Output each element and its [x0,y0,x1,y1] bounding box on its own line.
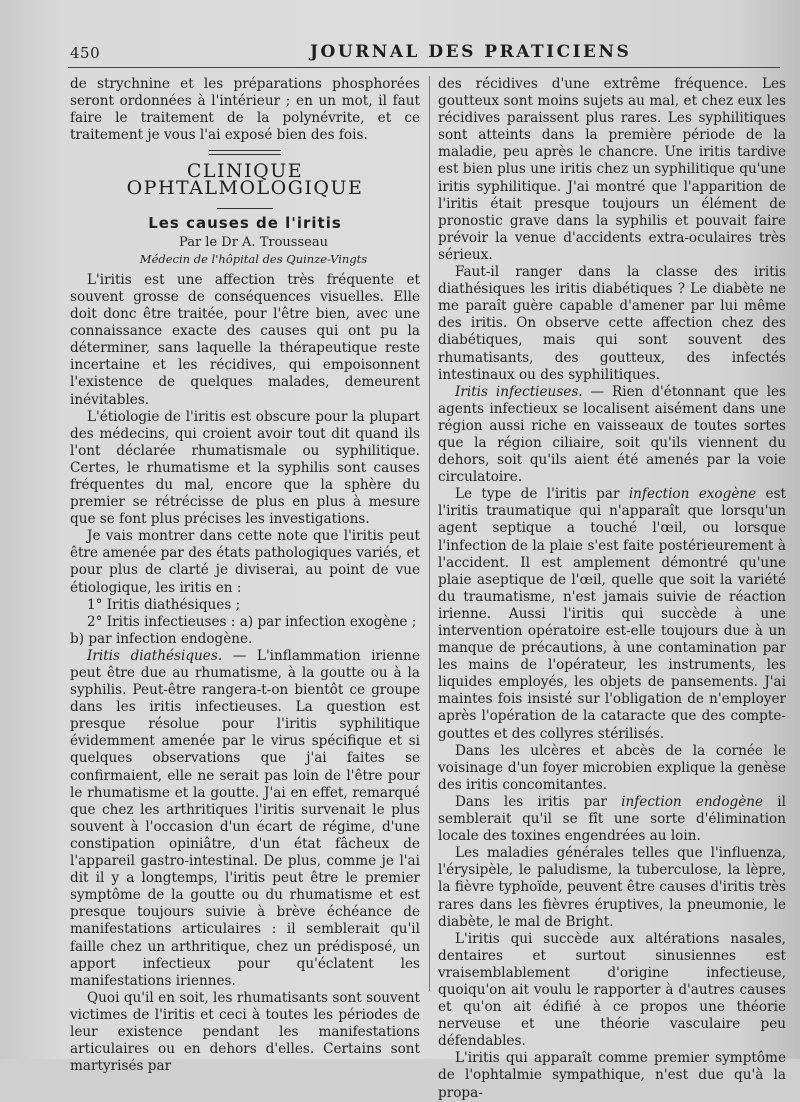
paragraph: Dans les ulcères et abcès de la cornée le voisinage d'un foyer microbien explique la genèse des iritis concomitantes. [438,742,786,793]
paragraph-text: Le type de l'iritis par [455,486,629,503]
paragraph: Faut-il ranger dans la classe des iritis diathésiques les iritis diabétiques ? Le diabète ne me paraît guère capable d'amener par lui même des iritis. On observe cette affection chez des diabétiques, mais qui sont souvent des rhumatisants, des goutteux, des infectés intestinaux ou des syphilitiques. [438,264,786,383]
paragraph: Les maladies générales telles que l'influenza, l'érysipèle, le paludisme, la tuberculose, la lèpre, la fièvre typhoïde, peuvent être causes d'iritis très rares dans les fièvres éruptives, la pneumonie, le diabète, le mal de Bright. [438,845,786,930]
page-header [70,42,780,66]
paragraph-exogene [438,486,786,742]
right-column [438,76,786,1102]
paragraph: L'iritis est une affection très fréquente et souvent grosse de conséquences visuelles. Elle doit donc être traitée, pour l'être bien, avec une connaissance exacte des causes qui ont pu la déterminer, sans laquelle la thérapeutique reste incertaine et les récidives, qui empoisonnent l'existence de quelques malades, demeurent inévitables. [70,271,420,408]
paragraph-text: il semblerait qu'il se fît une sorte d'élimination locale des toxines engendrées au loin. [438,793,786,845]
paragraph-endogene [438,794,786,845]
affiliation: Médecin de l'hôpital des Quinze-Vingts [139,251,368,266]
emphasis-infection-exogene: infection exogène [628,486,757,503]
paragraph: L'iritis qui apparaît comme premier symptôme de l'ophtalmie sympathique, n'est due qu'à la propa- [438,1050,786,1101]
title-rule [217,208,273,209]
paragraph-text: — Rien d'étonnant que les agents infectieux se localisent aisément dans une région aussi riche en vaisseaux de toutes sortes que la région ciliaire, soit qu'ils viennent du dehors, soit qu'ils aient été amenés par la voie circulatoire. [438,383,786,486]
paragraph: L'étiologie de l'iritis est obscure pour la plupart des médecins, qui croient avoir tout dit quand ils l'ont déclarée rhumatismale ou syphilitique. Certes, le rhumatisme et la syphilis sont causes fréquentes du mal, encore que la sphère du premier se rétrécisse de plus en plus à mesure que se font plus précises les investigations. [70,408,420,528]
paragraph-infectieuses [438,384,786,487]
section-separator [209,150,281,155]
paragraph: Quoi qu'il en soit, les rhumatisants sont souvent victimes de l'iritis et ceci à toutes les périodes de leur existence pendant les manifestations articulaires ou en dehors d'elles. Certains sont martyrisés par [70,989,420,1075]
section-title: CLINIQUE OPHTALMOLOGIQUE [126,160,364,200]
paragraph-diathesiques [70,648,420,990]
byline: Par le Dr A. Trousseau [179,234,328,250]
page-number: 450 [70,44,101,62]
running-title: JOURNAL DES PRATICIENS [310,42,632,62]
paragraph: L'iritis qui succède aux altérations nasales, dentaires et surtout sinusiennes est vraisemblablement d'origine infectieuse, quoiqu'on ait voulu le rapporter à d'autres causes et qu'on ait édifié à ce propos une théorie nerveuse et une théorie vasculaire peu défendables. [438,930,786,1050]
list-item: 2° Iritis infectieuses : a) par infection exogène ; [87,613,417,630]
list-item: 1° Iritis diathésiques ; [87,596,241,613]
paragraph: des récidives d'une extrême fréquence. Les goutteux sont moins sujets au mal, et chez eux les récidives paraissent plus rares. Les syphilitiques sont atteints dans la première période de la maladie, peu après le chancre. Une iritis tardive est bien plus une iritis chez un syphilitique qu'une iritis syphilitique. J'ai montré que l'apparition de l'iritis était presque toujours un élément de pronostic grave dans la syphilis et pouvait faire prévoir la venue d'accidents extra-oculaires très sérieux. [438,76,786,263]
paragraph-text: — L'inflammation irienne peut être due au rhumatisme, à la goutte ou à la syphilis. Peut-être rangera-t-on bientôt ce groupe dans les iritis infectieuses. La question est presque résolue pour l'iritis syphilitique évidemment amenée par le virus spécifique et si quelques observations que j'ai faites se confirmaient, elle ne serait pas loin de l'être pour le rhumatisme et la goutte. J'ai en effet, remarqué que chez les arthritiques l'iritis survenait le plus souvent à l'occasion d'un écart de régime, d'une constipation opiniâtre, d'un état fâcheux de l'appareil gastro-intestinal. De plus, comme je l'ai dit il y a longtemps, l'iritis peut être le premier symptôme de la goutte ou du rhumatisme et est presque toujours suivie à brève échéance de manifestations articulaires : il semblerait qu'il faille chez un arthritique, chez un prédisposé, un apport infectieux pour qu'éclatent les manifestations iriennes. [70,647,420,989]
opening-paragraph: de strychnine et les préparations phosphorées seront ordonnées à l'intérieur ; en un mot, il faut faire le traitement de la polynévrite, et ce traitement je vous l'ai exposé bien des fois. [70,76,420,144]
article-title: Les causes de l'iritis [148,213,342,232]
paragraph: Je vais montrer dans cette note que l'iritis peut être amenée par des états pathologiques variés, et pour plus de clarté je diviserai, au point de vue étiologique, les iritis en : [70,528,421,596]
list-item: b) par infection endogène. [70,630,253,647]
left-column [70,76,420,1075]
column-divider [429,76,430,991]
subheading-iritis-infectieuses: Iritis infectieuses. [455,383,583,400]
emphasis-infection-endogene: infection endogène [621,793,764,810]
paragraph-text: Dans les iritis par [455,793,622,810]
header-rule [68,67,780,68]
subheading-iritis-diathesiques: Iritis diathésiques. [87,647,223,664]
paragraph-text: est l'iritis traumatique qui n'apparaît que lorsqu'un agent septique a touché l'œil, ou lorsque l'infection de la plaie s'est faite postérieurement à l'accident. Il est amplement démontré qu'une plaie aseptique de l'œil, quelle que soit la variété du traumatisme, n'est jamais suivie de réaction irienne. Aussi l'iritis qui succède à une intervention opératoire est-elle toujours due à un manque de précautions, à une contamination par les mains de l'opérateur, les instruments, les liquides employés, les objets de pansements. J'ai maintes fois insisté sur l'obligation de n'employer après l'opération de la cataracte que des compte-gouttes et des collyres stérilisés. [438,486,787,742]
